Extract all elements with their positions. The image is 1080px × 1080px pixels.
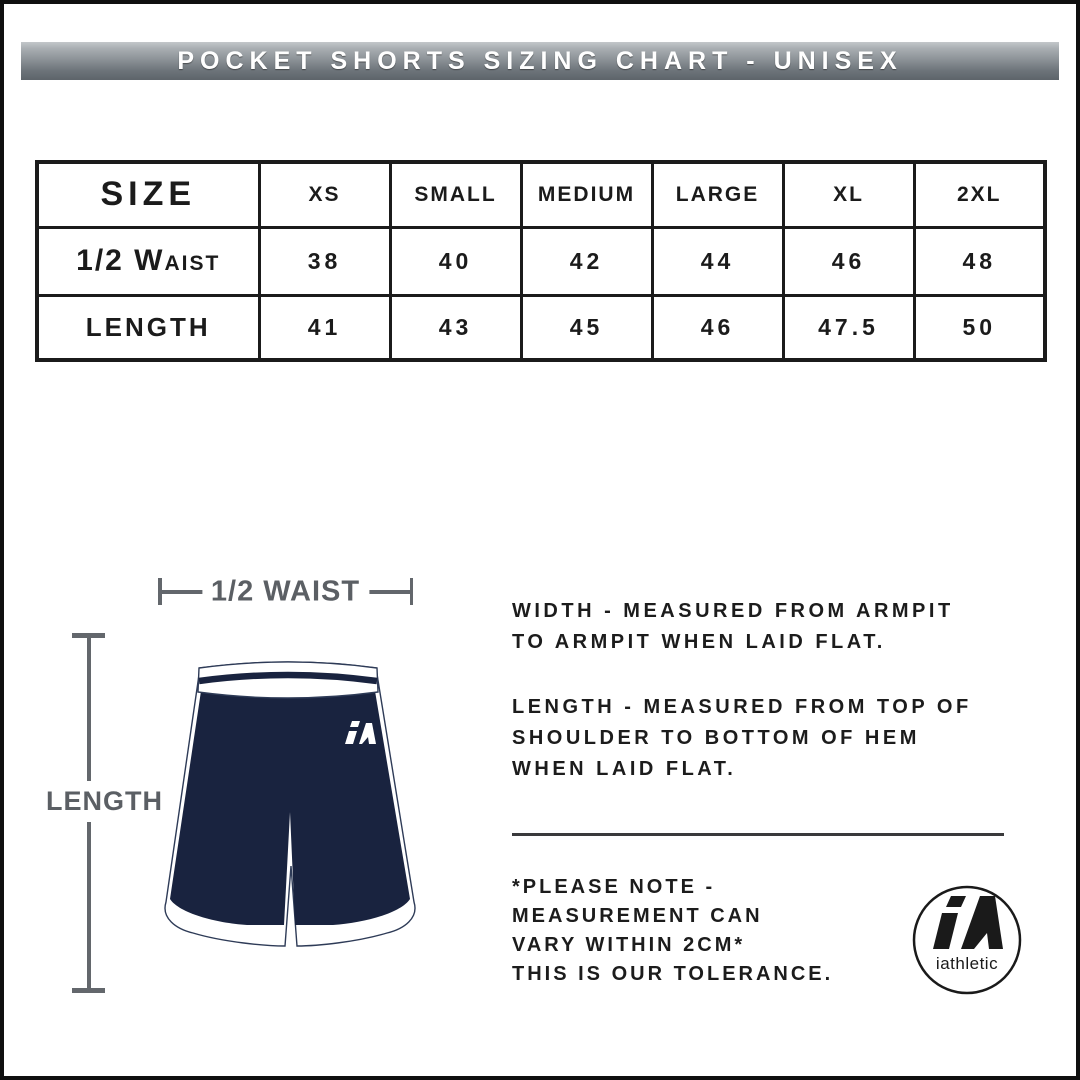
table-row-length <box>37 295 1045 360</box>
shorts-body <box>170 691 410 925</box>
length-note-line-1: LENGTH - MEASURED FROM TOP OF <box>512 696 972 718</box>
length-value-xs: 41 <box>259 295 390 360</box>
length-value-xl: 47.5 <box>783 295 914 360</box>
tolerance-note <box>512 873 833 989</box>
row-label-half-waist: 1/2 Waist <box>37 227 259 295</box>
width-note <box>512 596 954 658</box>
length-value-large: 46 <box>652 295 783 360</box>
waist-value-2xl: 48 <box>914 227 1045 295</box>
length-measure-label: LENGTH <box>40 781 169 822</box>
table-header-size: SIZE <box>37 162 259 227</box>
table-header-large: LARGE <box>652 162 783 227</box>
shorts-illustration <box>150 645 490 960</box>
waist-value-large: 44 <box>652 227 783 295</box>
tolerance-line-1: *PLEASE NOTE - <box>512 876 716 898</box>
waist-measure-indicator <box>158 575 413 607</box>
tolerance-line-3: VARY WITHIN 2CM* <box>512 934 746 956</box>
measure-tick-right <box>410 578 414 605</box>
waist-value-xl: 46 <box>783 227 914 295</box>
length-value-small: 43 <box>390 295 521 360</box>
tolerance-line-4: THIS IS OUR TOLERANCE. <box>512 963 834 985</box>
waist-value-small: 40 <box>390 227 521 295</box>
table-header-xl: XL <box>783 162 914 227</box>
table-header-medium: MEDIUM <box>521 162 652 227</box>
length-value-2xl: 50 <box>914 295 1045 360</box>
length-note <box>512 692 972 785</box>
table-header-row <box>37 162 1045 227</box>
page-title: POCKET SHORTS SIZING CHART - UNISEX <box>177 46 903 75</box>
sizing-table <box>35 160 1047 362</box>
title-banner <box>21 42 1059 80</box>
table-header-2xl: 2XL <box>914 162 1045 227</box>
section-divider <box>512 833 1004 836</box>
row-label-length: LENGTH <box>37 295 259 360</box>
length-note-line-2: SHOULDER TO BOTTOM OF HEM <box>512 727 920 749</box>
width-note-line-1: WIDTH - MEASURED FROM ARMPIT <box>512 600 954 622</box>
table-header-xs: XS <box>259 162 390 227</box>
logo-wordmark: iathletic <box>935 954 999 973</box>
length-measure-cap-bottom <box>72 988 105 993</box>
width-note-line-2: TO ARMPIT WHEN LAID FLAT. <box>512 631 886 653</box>
table-row-half-waist <box>37 227 1045 295</box>
table-header-small: SMALL <box>390 162 521 227</box>
length-note-line-3: WHEN LAID FLAT. <box>512 758 737 780</box>
tolerance-line-2: MEASUREMENT CAN <box>512 905 763 927</box>
waist-value-medium: 42 <box>521 227 652 295</box>
length-value-medium: 45 <box>521 295 652 360</box>
waist-measure-label: 1/2 WAIST <box>202 575 369 608</box>
waist-value-xs: 38 <box>259 227 390 295</box>
iathletic-logo-badge <box>903 878 1023 996</box>
